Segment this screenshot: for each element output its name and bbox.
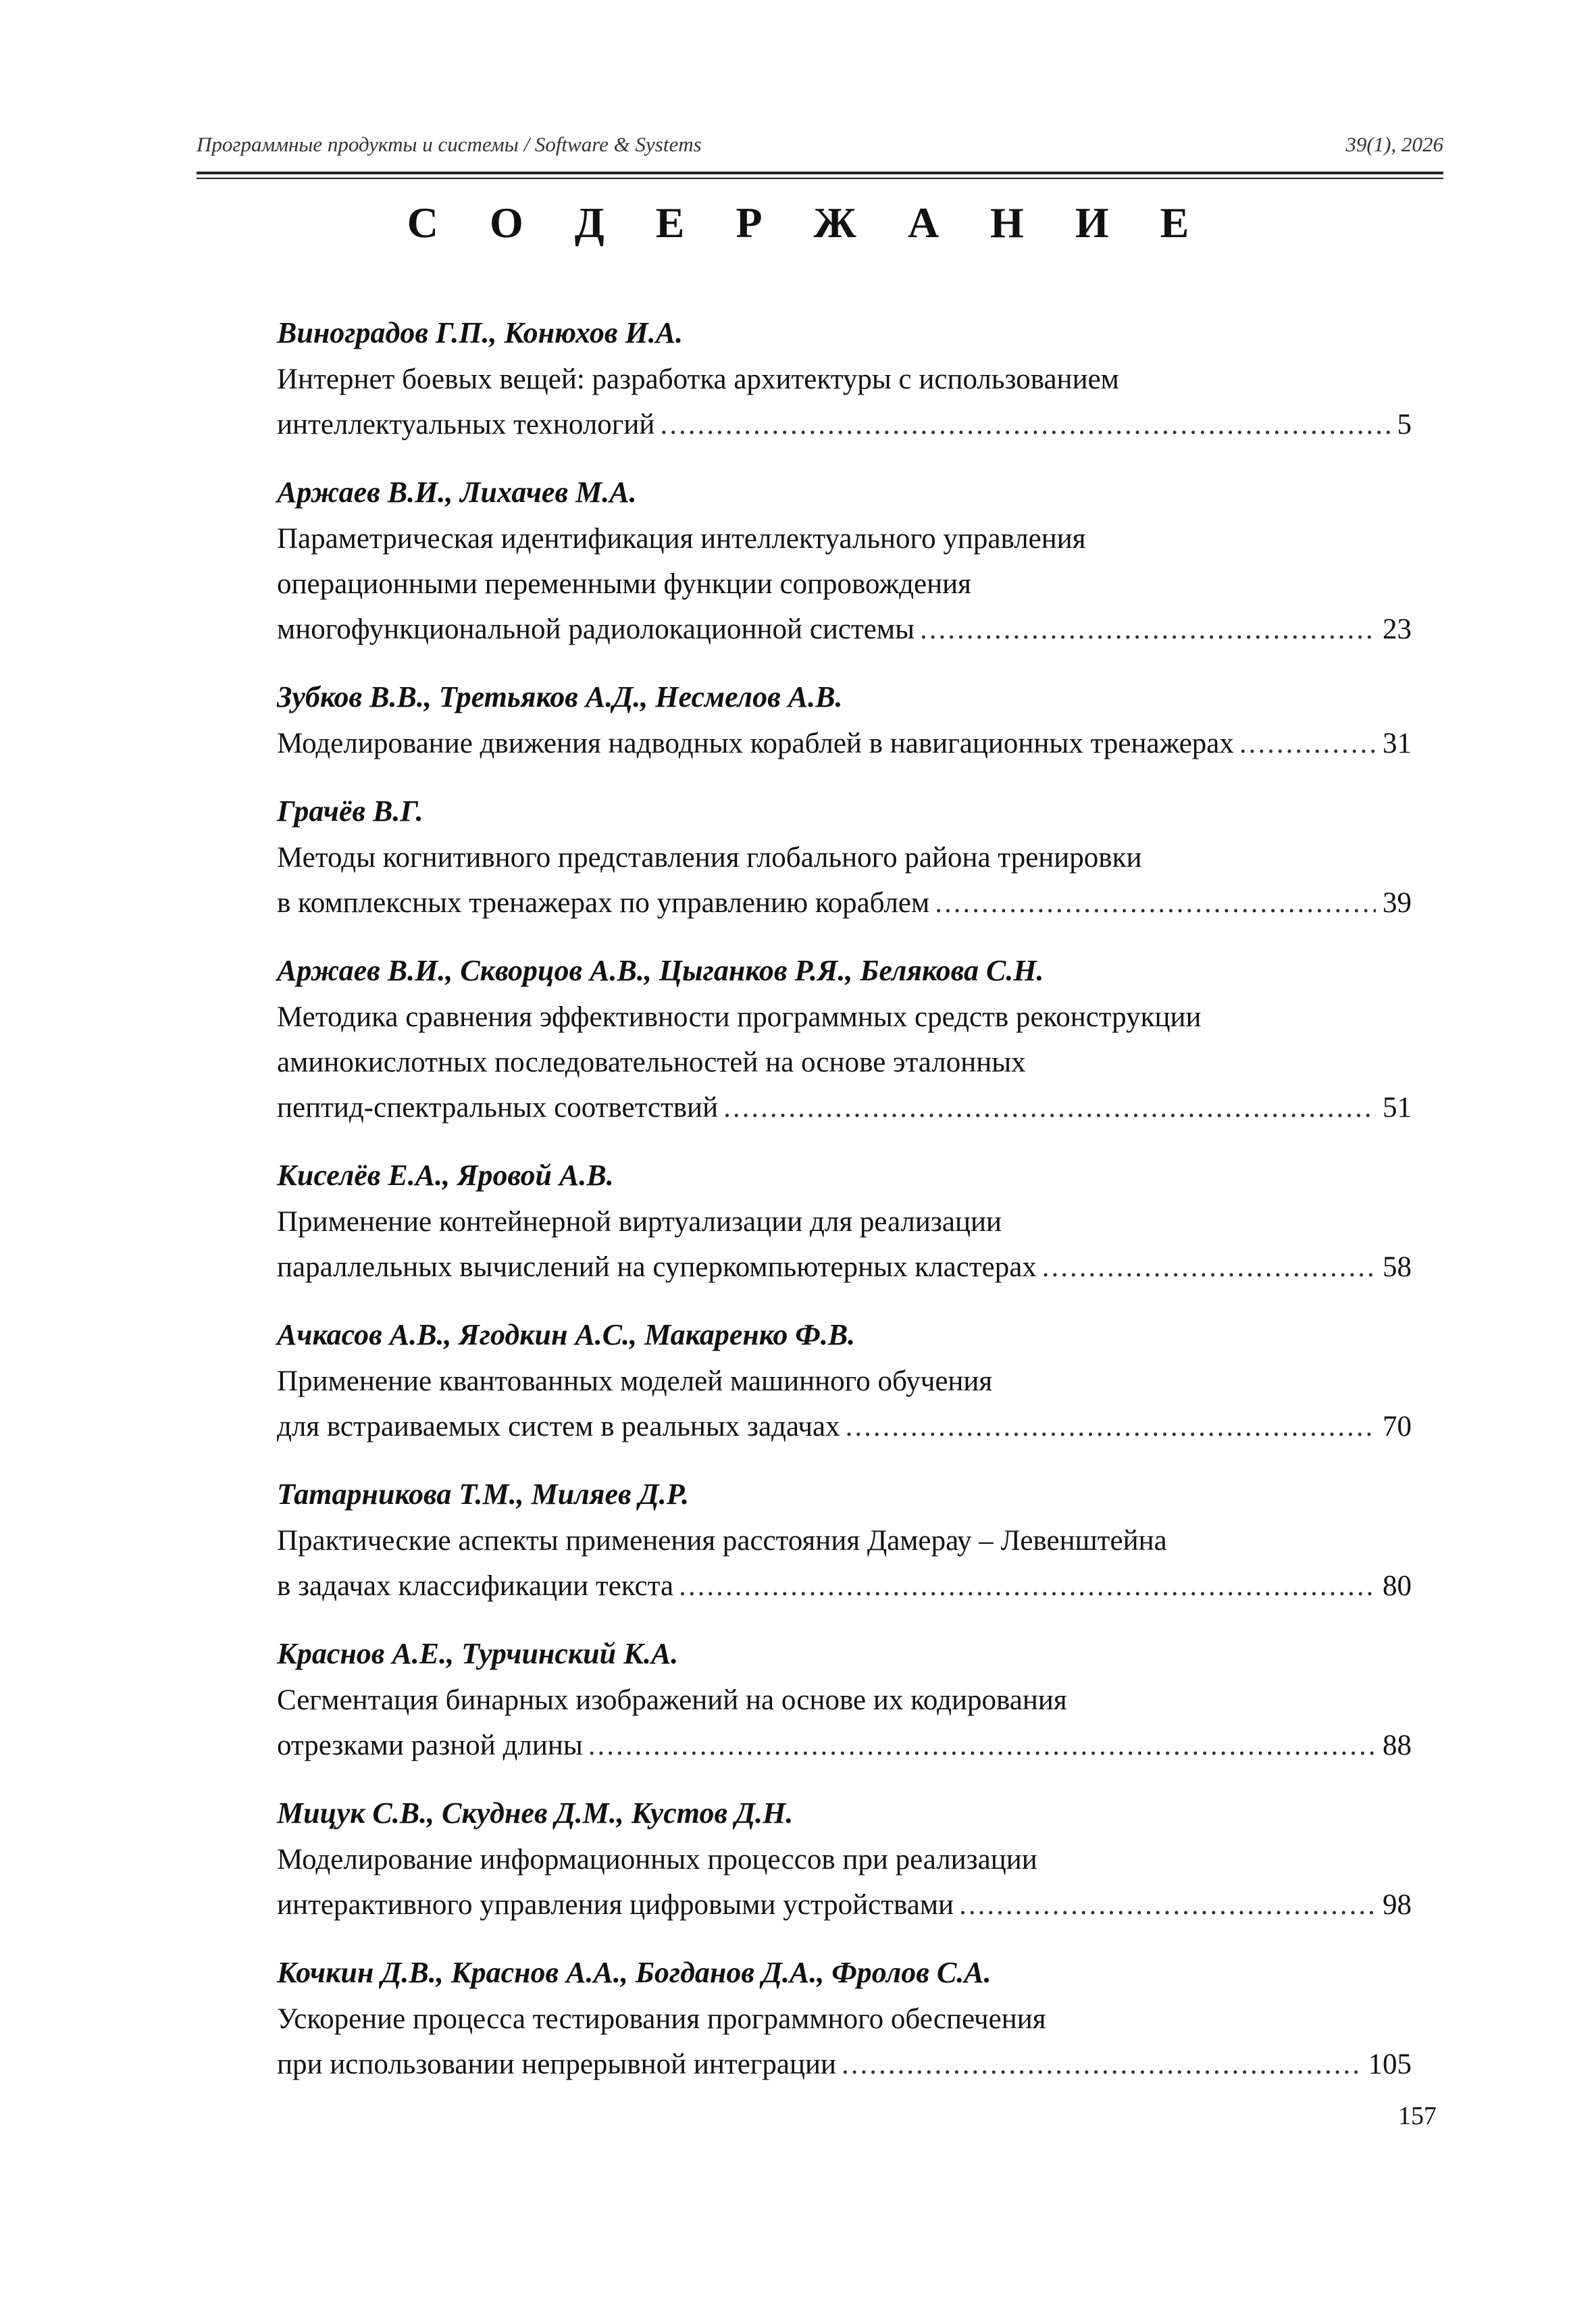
toc-entry-page: 23 [1383,613,1412,645]
dot-leader [920,607,1376,652]
dot-leader [588,1723,1376,1768]
toc-entry[interactable] [277,1471,1412,1609]
toc-entry-title-last-line [277,2042,1412,2087]
dot-leader [660,402,1390,447]
toc-title: С О Д Е Р Ж А Н И Е [407,199,1210,247]
toc-entry-page: 70 [1383,1411,1412,1442]
toc-entry-authors: Аржаев В.И., Скворцов А.В., Цыганков Р.Я., Белякова С.Н. [277,954,1044,987]
toc-entry[interactable] [277,469,1412,652]
toc-entry-title-text: Моделирование движения надводных кораблей в навигационных тренажерах [277,728,1234,759]
header-rule-thin [197,178,1443,179]
toc-entry-page: 31 [1383,728,1412,759]
toc-entry-title-text: пептид-спектральных соответствий [277,1092,719,1124]
toc-entry-title-line: Сегментация бинарных изображений на основе их кодирования [277,1684,1067,1716]
toc-entry-title-text: в задачах классификации текста [277,1570,674,1602]
toc-entry-title-text: интеллектуальных технологий [277,409,655,441]
toc-entry-title-last-line [277,721,1412,766]
dot-leader [679,1563,1376,1609]
toc-entry[interactable] [277,1949,1412,2087]
toc-entry-title-text: отрезками разной длины [277,1730,583,1761]
dot-leader [723,1085,1376,1130]
toc-entry-title-last-line [277,1882,1412,1928]
toc-entry-page: 39 [1383,887,1412,919]
issue-number: 39(1), 2026 [1345,132,1443,156]
dot-leader [1239,721,1376,766]
toc-entry-title-last-line [277,402,1412,447]
toc-entry-title-last-line [277,1404,1412,1449]
toc-entry-title-text: в комплексных тренажерах по управлению кораблем [277,887,930,919]
toc-entry-authors: Кочкин Д.В., Краснов А.А., Богданов Д.А., Фролов С.А. [277,1956,992,1989]
toc-entry[interactable] [277,1630,1412,1768]
dot-leader [959,1882,1376,1928]
toc-entry-page: 105 [1368,2048,1412,2080]
toc-entry-title-last-line [277,880,1412,926]
toc-entry[interactable] [277,947,1412,1130]
toc-entry-title-line: Методы когнитивного представления глобального района тренировки [277,842,1142,874]
toc-entry-title-line: Применение квантованных моделей машинного обучения [277,1365,993,1397]
toc-entry-page: 58 [1383,1251,1412,1283]
toc-entry[interactable] [277,788,1412,926]
toc-entry-title-line: Практические аспекты применения расстояния Дамерау – Левенштейна [277,1525,1167,1557]
dot-leader [935,880,1376,926]
toc-entry[interactable] [277,1311,1412,1449]
toc-entry[interactable] [277,1790,1412,1928]
toc-entry-title-line: Применение контейнерной виртуализации для реализации [277,1206,1002,1238]
toc-entry-title-last-line [277,607,1412,652]
toc-entry-page: 80 [1383,1570,1412,1602]
toc-entry-page: 88 [1383,1730,1412,1761]
toc-entry-title-text: многофункциональной радиолокационной системы [277,613,915,645]
page-number: 157 [1398,2102,1437,2130]
running-header [197,132,1443,157]
toc-entry-title-line: Интернет боевых вещей: разработка архитектуры с использованием [277,363,1119,395]
dot-leader [846,1404,1376,1449]
toc-entry-title-text: для встраиваемых систем в реальных задачах [277,1411,840,1442]
toc-entry-page: 51 [1383,1092,1412,1124]
toc-entry-title-last-line [277,1563,1412,1609]
dot-leader [1042,1244,1376,1290]
header-rule-thick [197,172,1443,174]
toc-entry-title-text: интерактивного управления цифровыми устройствами [277,1889,954,1921]
toc-entry-title-last-line [277,1244,1412,1290]
toc-entry-page: 5 [1397,409,1412,441]
toc-entry-title-text: при использовании непрерывной интеграции [277,2048,837,2080]
toc-entry-authors: Зубков В.В., Третьяков А.Д., Несмелов А.В. [277,680,843,713]
toc-entry-authors: Ачкасов А.В., Ягодкин А.С., Макаренко Ф.В. [277,1318,856,1351]
toc-entry[interactable] [277,674,1412,766]
toc-entry[interactable] [277,1152,1412,1290]
toc-entry-title-line: аминокислотных последовательностей на основе эталонных [277,1047,1026,1078]
toc-entry-title-line: Методика сравнения эффективности программных средств реконструкции [277,1001,1202,1033]
toc-entry-title-last-line [277,1085,1412,1130]
toc-entry-title-line: Параметрическая идентификация интеллектуального управления [277,523,1086,555]
toc-entry-authors: Мицук С.В., Скуднев Д.М., Кустов Д.Н. [277,1796,794,1830]
toc-entry[interactable] [277,309,1412,447]
toc-entry-authors: Аржаев В.И., Лихачев М.А. [277,476,637,509]
toc-entry-authors: Татарникова Т.М., Миляев Д.Р. [277,1478,690,1511]
toc-entry-page: 98 [1383,1889,1412,1921]
journal-name: Программные продукты и системы / Software & Systems [197,132,702,156]
toc-entry-authors: Грачёв В.Г. [277,795,423,828]
toc-entry-authors: Краснов А.Е., Турчинский К.А. [277,1637,679,1670]
toc-entry-authors: Виноградов Г.П., Конюхов И.А. [277,316,684,349]
toc-entry-title-line: Ускорение процесса тестирования программного обеспечения [277,2003,1046,2035]
dot-leader [842,2042,1361,2087]
toc-entry-title-last-line [277,1723,1412,1768]
toc-entry-title-line: операционными переменными функции сопровождения [277,568,971,600]
table-of-contents [277,309,1412,2109]
toc-entry-title-text: параллельных вычислений на суперкомпьютерных кластерах [277,1251,1037,1283]
toc-entry-title-line: Моделирование информационных процессов при реализации [277,1844,1037,1876]
toc-entry-authors: Киселёв Е.А., Яровой А.В. [277,1159,614,1192]
